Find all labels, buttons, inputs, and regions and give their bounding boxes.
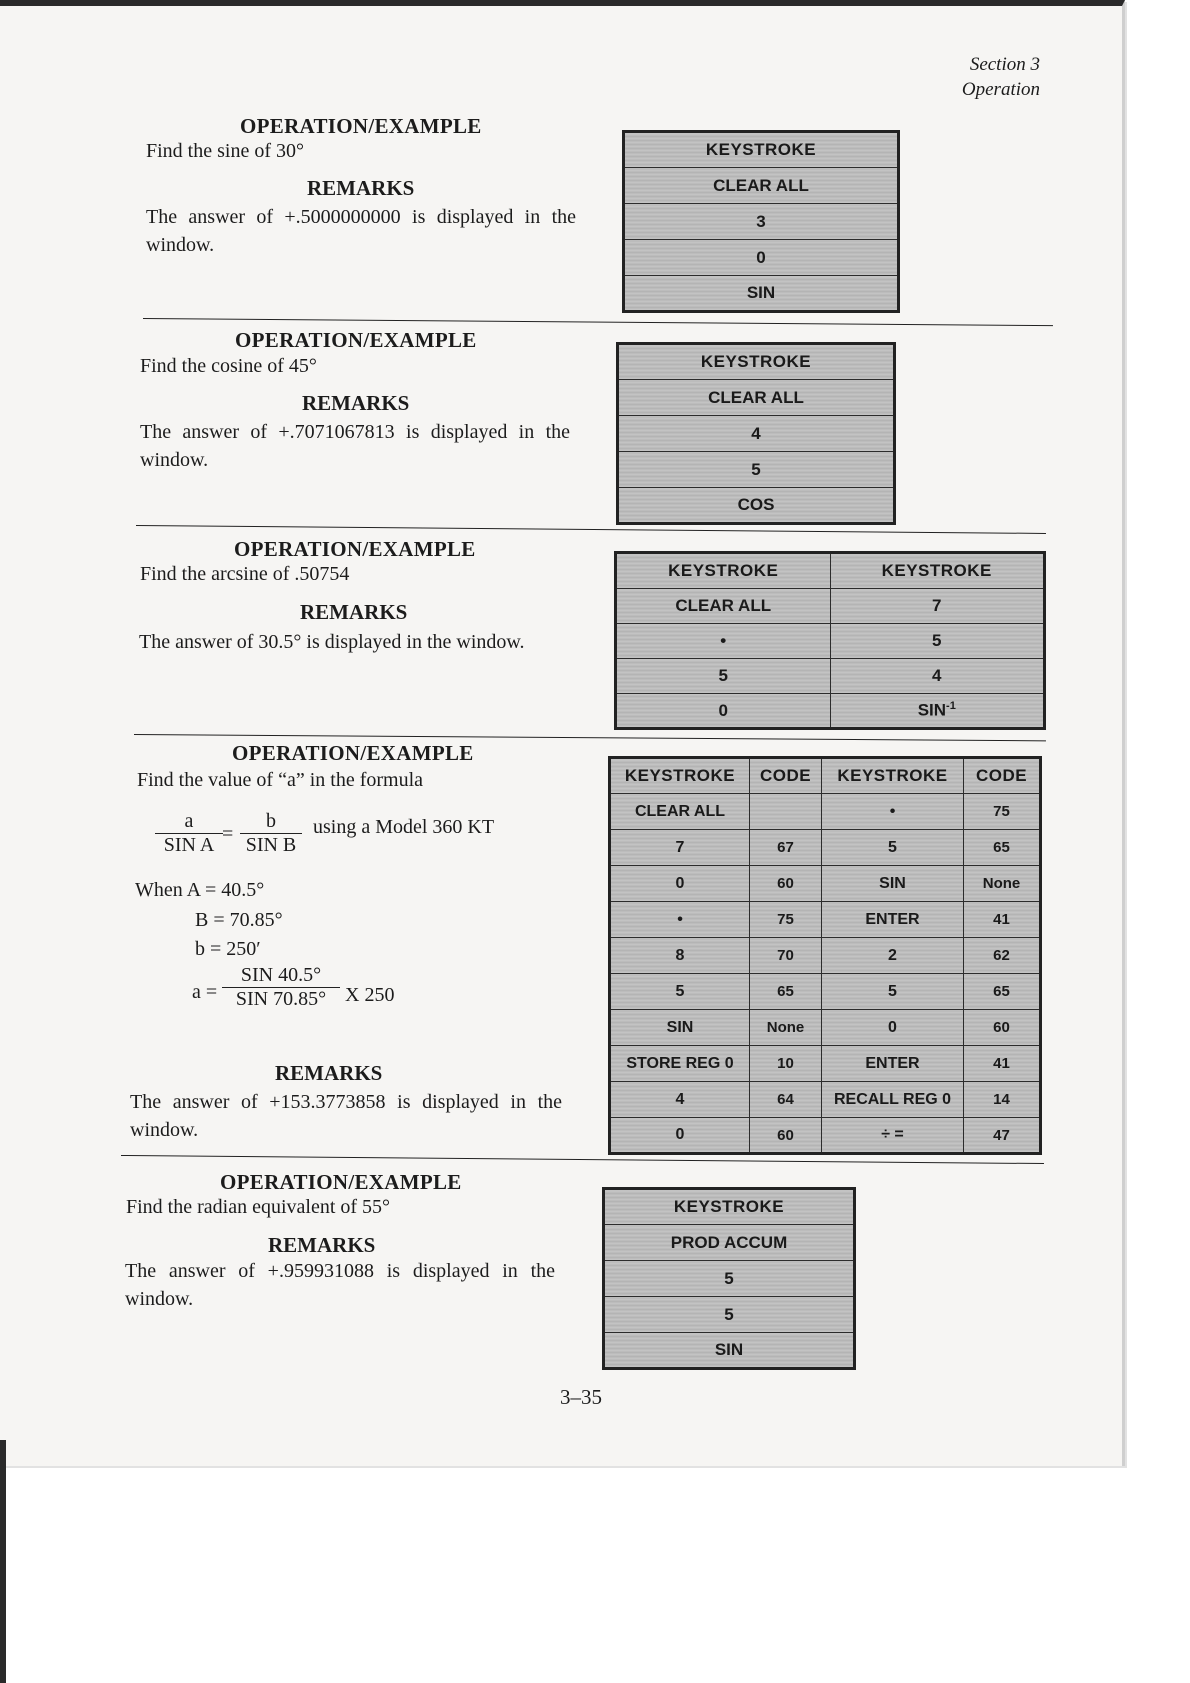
example-3-remarks: The answer of 30.5° is displayed in the window. [139,631,525,653]
keystroke-cell: ENTER [822,1046,964,1082]
code-header: CODE [750,758,822,794]
keystroke-cell: 3 [624,204,899,240]
keystroke-cell: SIN [822,866,964,902]
formula-fraction-a [155,810,223,857]
page-number: 3–35 [560,1385,602,1409]
code-cell: 65 [964,830,1041,866]
given-a: When A = 40.5° [135,879,265,901]
keystroke-cell: 7 [610,830,750,866]
solve-a-denominator: SIN 70.85° [235,988,327,1010]
code-cell: 75 [964,794,1041,830]
formula-b-numerator: b [240,810,302,834]
keystroke-cell: • [610,902,750,938]
code-cell: 60 [750,1118,822,1154]
code-table-row [610,866,1041,902]
given-b: B = 70.85° [195,909,283,931]
keystroke-cell: SIN [624,276,899,312]
page-edge-shadow [0,1440,6,1683]
example-2-task: Find the cosine of 45° [140,355,317,377]
code-cell: None [964,866,1041,902]
keystroke-cell: RECALL REG 0 [822,1082,964,1118]
example-3-keystroke-table [614,551,1046,730]
example-2-remarks: The answer of +.7071067813 is displayed in the window. [140,421,570,471]
code-table-row [610,938,1041,974]
solve-a-multiplier: X 250 [345,984,395,1006]
keystroke-cell: CLEAR ALL [616,589,831,624]
keystroke-cell: 5 [822,974,964,1010]
formula-b-denominator: SIN B [245,834,297,856]
code-table-row [610,794,1041,830]
example-4-remarks-heading: REMARKS [275,1061,383,1085]
code-cell: 60 [964,1010,1041,1046]
section-header [962,52,1040,102]
code-cell [750,794,822,830]
keystroke-header: KEYSTROKE [610,758,750,794]
keystroke-header: KEYSTROKE [830,553,1045,589]
code-cell: 65 [964,974,1041,1010]
code-cell: 41 [964,902,1041,938]
example-1-heading: OPERATION/EXAMPLE [240,114,482,138]
keystroke-cell: 0 [624,240,899,276]
example-5-keystroke-table [602,1187,856,1370]
keystroke-cell: 0 [822,1010,964,1046]
keystroke-cell: 7 [830,589,1045,624]
code-cell: 70 [750,938,822,974]
solve-a-fraction [222,964,340,1011]
keystroke-cell: 0 [616,694,831,729]
keystroke-cell: 2 [822,938,964,974]
keystroke-cell: 5 [616,659,831,694]
keystroke-header: KEYSTROKE [624,132,899,168]
example-2-heading: OPERATION/EXAMPLE [235,328,477,352]
code-header: CODE [964,758,1041,794]
example-3-task: Find the arcsine of .50754 [140,563,350,585]
keystroke-cell: STORE REG 0 [610,1046,750,1082]
code-table-row [610,1082,1041,1118]
code-table-row [610,1118,1041,1154]
solve-a-numerator: SIN 40.5° [222,964,340,988]
code-cell: 14 [964,1082,1041,1118]
keystroke-cell: 8 [610,938,750,974]
keystroke-cell: • [616,624,831,659]
keystroke-cell: SIN [610,1010,750,1046]
example-5-heading: OPERATION/EXAMPLE [220,1170,462,1194]
code-cell: 62 [964,938,1041,974]
section-label: Section 3 [969,54,1040,75]
code-cell: 41 [964,1046,1041,1082]
keystroke-header: KEYSTROKE [616,553,831,589]
example-5-remarks-heading: REMARKS [268,1233,376,1257]
keystroke-cell-inverse-sin [830,694,1045,729]
example-2-keystroke-table [616,342,896,525]
keystroke-cell: 4 [830,659,1045,694]
keystroke-header: KEYSTROKE [822,758,964,794]
keystroke-cell: • [822,794,964,830]
formula-model-note: using a Model 360 KT [313,816,495,838]
keystroke-cell: CLEAR ALL [618,380,895,416]
formula-fraction-b [240,810,302,857]
keystroke-cell: ENTER [822,902,964,938]
inverse-superscript: -1 [946,700,956,713]
code-cell: 60 [750,866,822,902]
example-5-task: Find the radian equivalent of 55° [126,1196,391,1218]
code-cell: None [750,1010,822,1046]
code-table-row [610,830,1041,866]
keystroke-cell: COS [618,488,895,524]
keystroke-cell: 5 [604,1297,855,1333]
code-cell: 75 [750,902,822,938]
keystroke-header: KEYSTROKE [604,1189,855,1225]
example-4-keystroke-code-table [608,756,1042,1155]
keystroke-cell: 0 [610,866,750,902]
example-3-remarks-heading: REMARKS [300,600,408,624]
keystroke-cell: PROD ACCUM [604,1225,855,1261]
keystroke-cell: CLEAR ALL [624,168,899,204]
code-table-row [610,1010,1041,1046]
example-4-remarks: The answer of +153.3773858 is displayed in the window. [130,1091,562,1141]
keystroke-cell: 4 [610,1082,750,1118]
keystroke-cell: 5 [830,624,1045,659]
keystroke-cell: 5 [610,974,750,1010]
code-table-row [610,974,1041,1010]
example-4-task: Find the value of “a” in the formula [137,769,424,791]
formula-a-denominator: SIN A [163,834,215,856]
example-5-remarks: The answer of +.959931088 is displayed in the window. [125,1260,555,1310]
formula-equals: = [222,823,234,845]
code-cell: 67 [750,830,822,866]
example-1-keystroke-table [622,130,900,313]
example-3-heading: OPERATION/EXAMPLE [234,537,476,561]
keystroke-cell: SIN [604,1333,855,1369]
keystroke-cell: ÷ = [822,1118,964,1154]
keystroke-cell: 0 [610,1118,750,1154]
code-table-row [610,902,1041,938]
keystroke-cell: 5 [618,452,895,488]
code-cell: 10 [750,1046,822,1082]
example-2-remarks-heading: REMARKS [302,391,410,415]
code-cell: 64 [750,1082,822,1118]
keystroke-cell: 5 [604,1261,855,1297]
inverse-sin-label: SIN [917,700,947,720]
code-cell: 65 [750,974,822,1010]
solve-a-equals: a = [192,981,218,1003]
given-lower-b: b = 250′ [195,938,261,960]
code-table-row [610,1046,1041,1082]
code-cell: 47 [964,1118,1041,1154]
chapter-label: Operation [961,79,1040,100]
keystroke-cell: 4 [618,416,895,452]
example-1-remarks: The answer of +.5000000000 is displayed in the window. [146,206,576,256]
keystroke-cell: 5 [822,830,964,866]
keystroke-cell: CLEAR ALL [610,794,750,830]
example-1-task: Find the sine of 30° [146,140,304,162]
example-1-remarks-heading: REMARKS [307,176,415,200]
formula-a-numerator: a [155,810,223,834]
keystroke-header: KEYSTROKE [618,344,895,380]
example-4-heading: OPERATION/EXAMPLE [232,741,474,765]
